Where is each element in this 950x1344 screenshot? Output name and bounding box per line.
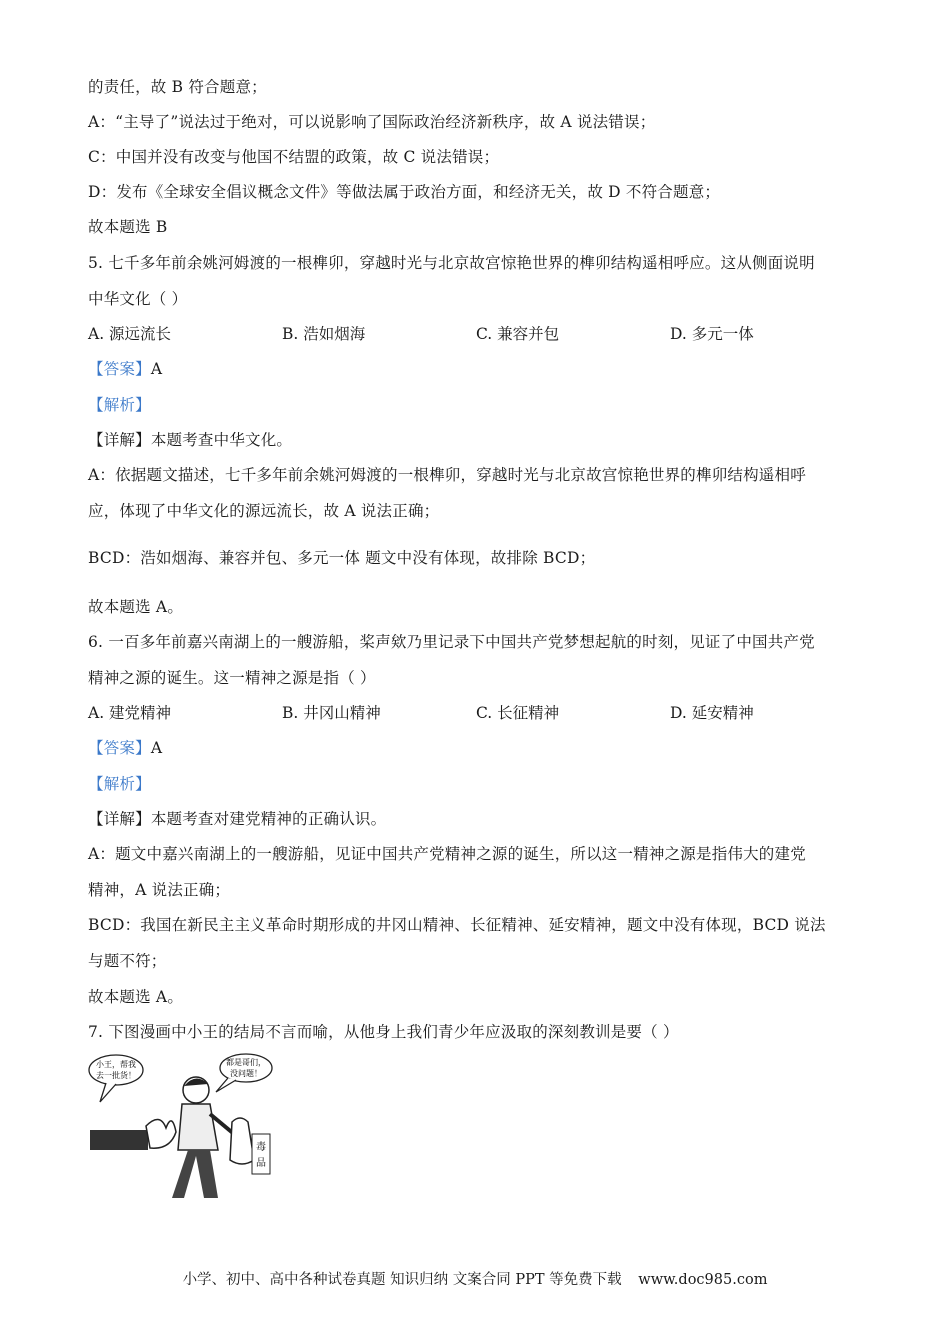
analysis-tag: 【解析】 — [88, 775, 151, 793]
q6-analysis-tag — [88, 773, 151, 795]
analysis-tag: 【解析】 — [88, 396, 151, 414]
text-line: 故本题选 A。 — [88, 988, 184, 1006]
q5-option-a: A. 源远流长 — [88, 325, 172, 343]
xiaowang-body — [178, 1104, 218, 1150]
text-line: BCD：浩如烟海、兼容并包、多元一体 题文中没有体现，故排除 BCD； — [88, 549, 596, 567]
question-7-stem: 7. 下图漫画中小王的结局不言而喻，从他身上我们青少年应汲取的深刻教训是要（ ） — [88, 1023, 679, 1041]
q5-option-c: C. 兼容并包 — [476, 325, 560, 343]
question-6-stem-cont: 精神之源的诞生。这一精神之源是指（ ） — [88, 669, 376, 687]
q5-detail — [88, 429, 292, 451]
q5-analysis-tag — [88, 394, 151, 416]
dealer-hand — [146, 1119, 176, 1148]
detail-tag: 【详解】 — [88, 431, 151, 449]
q5-option-d: D. 多元一体 — [670, 325, 754, 343]
footer-text: 小学、初中、高中各种试卷真题 知识归纳 文案合同 PPT 等免费下载 — [182, 1272, 622, 1288]
q6-option-d: D. 延安精神 — [670, 704, 754, 722]
footer-url[interactable]: www.doc985.com — [638, 1272, 768, 1288]
q5-answer — [88, 358, 162, 380]
question-5-stem-cont: 中华文化（ ） — [88, 290, 188, 308]
page-footer — [0, 1268, 950, 1289]
q6-option-a: A. 建党精神 — [88, 704, 172, 722]
text-line: 应，体现了中华文化的源远流长，故 A 说法正确； — [88, 502, 440, 520]
drug-label-char1: 毒 — [256, 1142, 266, 1153]
text-line: 的责任，故 B 符合题意； — [88, 78, 267, 96]
text-line: A：题文中嘉兴南湖上的一艘游船，见证中国共产党精神之源的诞生，所以这一精神之源是指伟大的建党 — [88, 845, 806, 863]
text-line: 故本题选 B — [88, 218, 168, 236]
drug-label-char2: 品 — [256, 1158, 266, 1169]
text-line: 故本题选 A。 — [88, 598, 184, 616]
question-6-stem: 6. 一百多年前嘉兴南湖上的一艘游船，桨声欸乃里记录下中国共产党梦想起航的时刻，见证了中国共产党 — [88, 633, 815, 651]
text-line: BCD：我国在新民主主义革命时期形成的井冈山精神、长征精神、延安精神，题文中没有体现，BCD 说法 — [88, 916, 826, 934]
detail-tag: 【详解】 — [88, 810, 151, 828]
answer-value: A — [150, 739, 163, 757]
answer-tag: 【答案】 — [88, 360, 151, 378]
q6-option-c: C. 长征精神 — [476, 704, 560, 722]
detail-text: 本题考查对建党精神的正确认识。 — [150, 810, 387, 828]
q5-option-b: B. 浩如烟海 — [282, 325, 366, 343]
text-line: C：中国并没有改变与他国不结盟的政策，故 C 说法错误； — [88, 148, 500, 166]
answer-tag: 【答案】 — [88, 739, 151, 757]
detail-text: 本题考查中华文化。 — [150, 431, 293, 449]
bubble-left-line1: 小王，帮我 — [96, 1060, 136, 1069]
text-line: 与题不符； — [88, 952, 167, 970]
q6-detail — [88, 808, 386, 830]
text-line: A：“主导了”说法过于绝对，可以说影响了国际政治经济新秩序，故 A 说法错误； — [88, 113, 656, 131]
question-5-stem: 5. 七千多年前余姚河姆渡的一根榫卯，穿越时光与北京故宫惊艳世界的榫卯结构遥相呼应。这从侧面说明 — [88, 254, 815, 272]
bubble-right-line1: 都是哥们， — [226, 1058, 266, 1067]
drug-bag — [230, 1118, 254, 1164]
dealer-arm — [90, 1130, 148, 1150]
q6-option-b: B. 井冈山精神 — [282, 704, 381, 722]
bubble-right-line2: 没问题！ — [230, 1069, 262, 1078]
q6-answer — [88, 737, 162, 759]
bubble-left-line2: 去一批货！ — [96, 1071, 136, 1080]
xiaowang-legs — [172, 1150, 218, 1198]
text-line: 精神，A 说法正确； — [88, 881, 231, 899]
cartoon-illustration — [88, 1052, 273, 1202]
text-line: D：发布《全球安全倡议概念文件》等做法属于政治方面，和经济无关，故 D 不符合题意； — [88, 183, 721, 201]
answer-value: A — [150, 360, 163, 378]
text-line: A：依据题文描述，七千多年前余姚河姆渡的一根榫卯，穿越时光与北京故宫惊艳世界的榫卯结构遥相呼 — [88, 466, 806, 484]
